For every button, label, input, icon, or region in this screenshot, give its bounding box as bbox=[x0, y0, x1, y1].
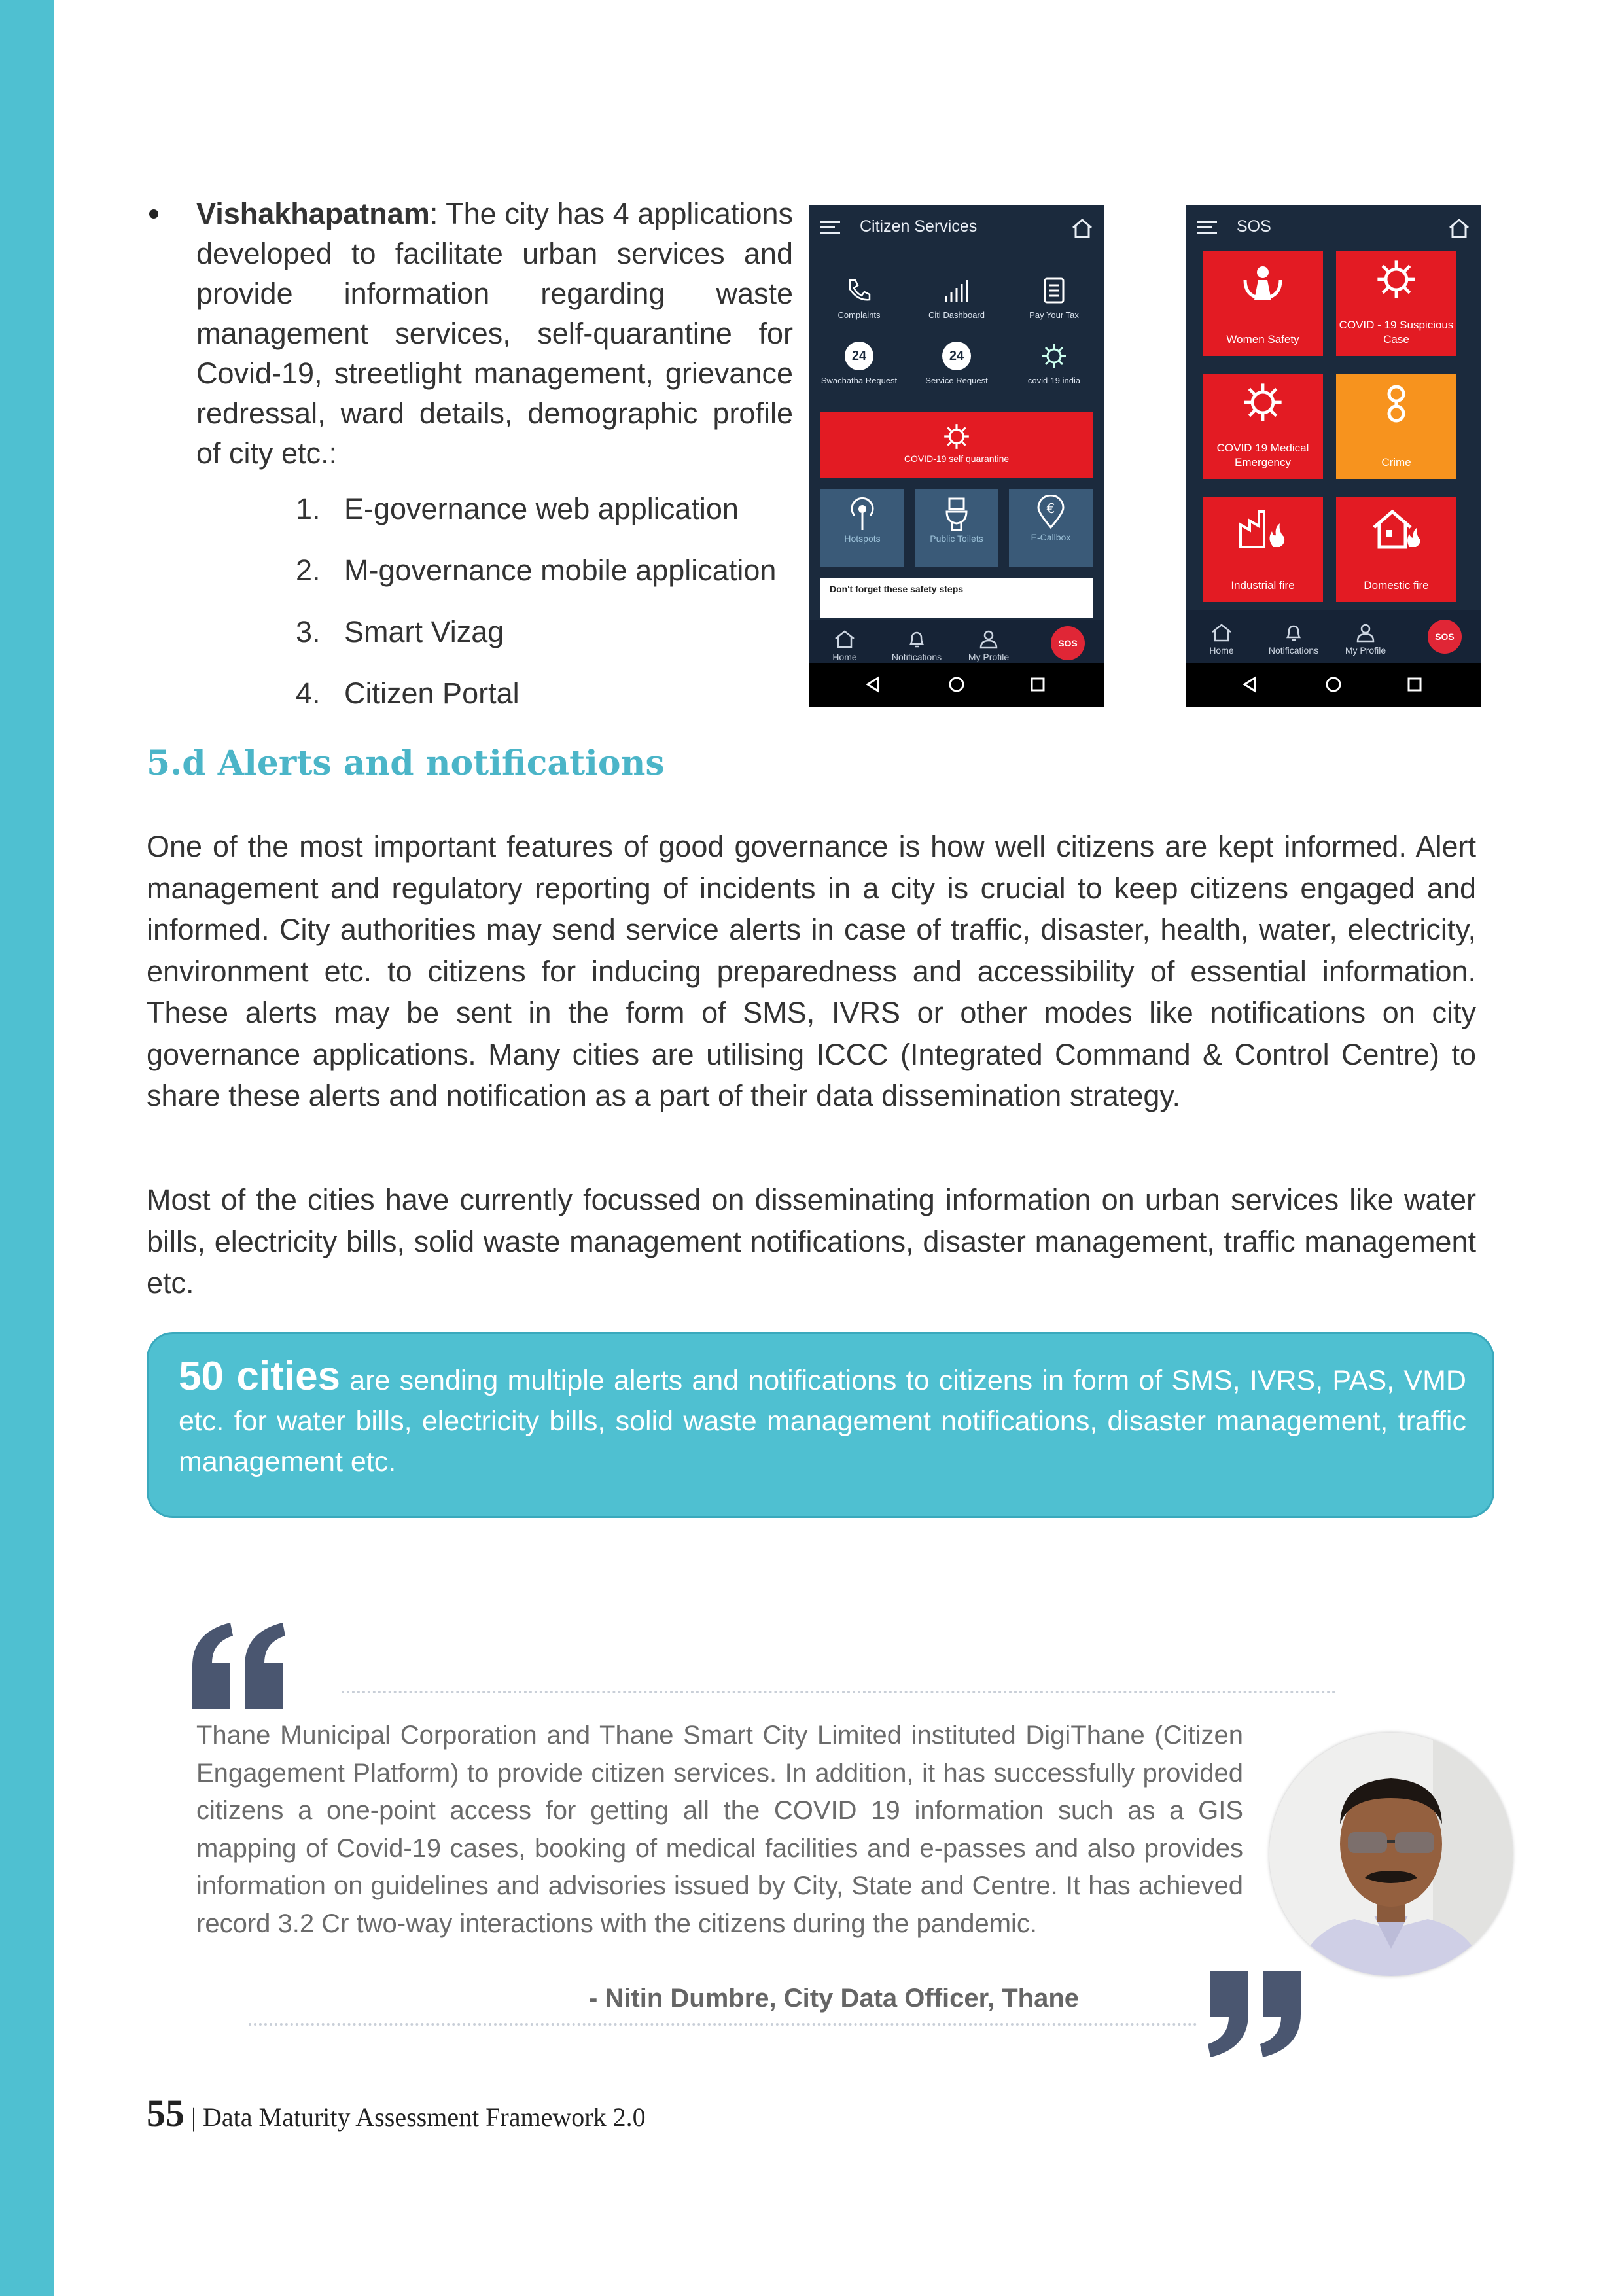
list-item bbox=[296, 615, 806, 677]
nav-profile[interactable] bbox=[1330, 623, 1402, 656]
nav-profile-label: My Profile bbox=[1345, 645, 1386, 656]
hotspot-icon bbox=[846, 496, 879, 531]
nav-home-label: Home bbox=[832, 652, 857, 662]
toilet-icon bbox=[940, 496, 973, 531]
sos-screenshot bbox=[1186, 205, 1481, 707]
nav-notifications-label: Notifications bbox=[891, 652, 942, 662]
home-icon[interactable] bbox=[1447, 217, 1471, 239]
callout-highlight: 50 cities bbox=[179, 1354, 341, 1399]
app-list bbox=[296, 492, 806, 738]
nav-home-label: Home bbox=[1209, 645, 1234, 656]
footer-title: Data Maturity Assessment Framework 2.0 bbox=[203, 2102, 646, 2132]
self-quarantine-button[interactable] bbox=[820, 412, 1093, 478]
nav-profile-label: My Profile bbox=[968, 652, 1010, 662]
industrial-fire-button[interactable] bbox=[1203, 497, 1323, 602]
quote-text: Thane Municipal Corporation and Thane Smart City Limited instituted DigiThane (Citizen Engagement Platform) to provide citizen services. In addition, it has successfully provided citizens a one-point access for getting all the COVID 19 information such as a GIS mapping of Covid-19 cases, booking of medical facilities and e-passes and also provides information on guidelines and advisories issued by City, State and Centre. It has achieved record 3.2 Cr two-way interactions with the citizens during the pandemic. bbox=[196, 1721, 1243, 1938]
virus-icon bbox=[1040, 342, 1068, 370]
crime-button[interactable] bbox=[1336, 374, 1456, 479]
side-accent-bar bbox=[0, 0, 54, 2296]
safety-notice-text: Don't forget these safety steps bbox=[830, 584, 964, 594]
list-label: M-governance mobile application bbox=[344, 554, 777, 587]
covid-suspicious-case-label: COVID - 19 Suspicious Case bbox=[1339, 319, 1454, 345]
handcuffs-icon bbox=[1373, 382, 1419, 428]
recents-icon[interactable] bbox=[1405, 675, 1424, 694]
service-request-button[interactable] bbox=[914, 336, 999, 385]
callout-text bbox=[179, 1356, 1466, 1482]
app-title: Citizen Services bbox=[860, 217, 978, 236]
recents-icon[interactable] bbox=[1029, 675, 1047, 694]
sos-button[interactable]: SOS bbox=[1051, 626, 1085, 660]
virus-icon bbox=[942, 421, 972, 451]
list-number: 1. bbox=[296, 492, 321, 525]
system-nav-bar bbox=[809, 663, 1104, 707]
covid-medical-emergency-button[interactable] bbox=[1203, 374, 1323, 479]
women-safety-label: Women Safety bbox=[1226, 333, 1299, 345]
page-footer bbox=[147, 2091, 646, 2135]
virus-icon bbox=[1240, 380, 1286, 425]
nav-notifications[interactable] bbox=[881, 629, 953, 662]
swachatha-request-button[interactable] bbox=[817, 336, 902, 385]
pay-tax-button[interactable] bbox=[1012, 271, 1097, 320]
industrial-fire-label: Industrial fire bbox=[1231, 579, 1295, 592]
back-icon[interactable] bbox=[1241, 675, 1259, 694]
menu-icon[interactable] bbox=[1197, 220, 1217, 236]
house-fire-icon bbox=[1370, 505, 1422, 551]
nav-home[interactable] bbox=[809, 629, 881, 662]
section-heading: 5.d Alerts and notifications bbox=[147, 743, 665, 783]
safety-notice bbox=[820, 578, 1093, 618]
citi-dashboard-label: Citi Dashboard bbox=[928, 310, 985, 320]
home-icon bbox=[834, 629, 856, 649]
open-quote-icon bbox=[190, 1620, 288, 1712]
divider-dotted-bottom bbox=[249, 2023, 1197, 2026]
citizen-services-screenshot bbox=[809, 205, 1104, 707]
complaints-button[interactable] bbox=[817, 271, 902, 320]
person-photo bbox=[1269, 1733, 1513, 1976]
covid-india-button[interactable] bbox=[1012, 336, 1097, 385]
industrial-fire-icon bbox=[1237, 505, 1289, 551]
bell-icon bbox=[1282, 623, 1305, 643]
footer-separator: | bbox=[185, 2102, 203, 2132]
location-pin-icon bbox=[1034, 495, 1067, 530]
body-paragraph-1: One of the most important features of good governance is how well citizens are kept informed. Alert management and regulatory reporting of incidents in a city is crucial to keep citizens engaged and informed. City authorities may send service alerts in case of traffic, disaster, health, water, electricity, environment etc. to citizens for inducing preparedness and accessibility of essential information. These alerts may be sent in the form of SMS, IVRS or other modes like notifications on city governance applications. Many cities are utilising ICCC (Integrated Command & Control Centre) to share these alerts and notification as a part of their data dissemination strategy. bbox=[147, 830, 1476, 1112]
bottom-nav bbox=[809, 620, 1104, 666]
home-circle-icon[interactable] bbox=[947, 675, 966, 694]
hotspots-button[interactable] bbox=[820, 489, 904, 567]
list-label: Smart Vizag bbox=[344, 615, 504, 648]
citi-dashboard-button[interactable] bbox=[914, 271, 999, 320]
domestic-fire-button[interactable] bbox=[1336, 497, 1456, 602]
public-toilets-label: Public Toilets bbox=[930, 533, 983, 544]
bullet-dot bbox=[149, 209, 158, 219]
service-request-label: Service Request bbox=[925, 376, 988, 385]
women-safety-button[interactable] bbox=[1203, 251, 1323, 356]
svg-text:€: € bbox=[1046, 501, 1055, 516]
crime-label: Crime bbox=[1381, 456, 1411, 468]
system-nav-bar bbox=[1186, 663, 1481, 707]
callout-body: are sending multiple alerts and notifications to citizens in form of SMS, IVRS, PAS, VMD etc. for water bills, electricity bills, solid waste management notifications, disaster management, traffic management etc. bbox=[179, 1365, 1466, 1477]
complaints-label: Complaints bbox=[837, 310, 881, 320]
swachatha-label: Swachatha Request bbox=[820, 376, 898, 385]
stat-callout bbox=[147, 1332, 1494, 1518]
list-number: 2. bbox=[296, 554, 321, 587]
home-icon[interactable] bbox=[1070, 217, 1094, 239]
covid-india-label: covid-19 india bbox=[1027, 376, 1081, 385]
bell-icon bbox=[906, 629, 928, 649]
women-safety-icon bbox=[1240, 260, 1286, 306]
home-circle-icon[interactable] bbox=[1324, 675, 1343, 694]
receipt-icon bbox=[1040, 276, 1068, 305]
list-item bbox=[296, 677, 806, 738]
e-callbox-button[interactable] bbox=[1009, 489, 1093, 567]
page-number: 55 bbox=[147, 2092, 185, 2134]
covid-medical-emergency-label: COVID 19 Medical Emergency bbox=[1216, 442, 1309, 468]
phone-icon bbox=[845, 276, 873, 305]
list-label: E-governance web application bbox=[344, 492, 739, 525]
e-callbox-label: E-Callbox bbox=[1031, 532, 1071, 542]
app-header bbox=[1186, 205, 1481, 250]
bar-chart-icon bbox=[942, 276, 971, 305]
menu-icon[interactable] bbox=[820, 220, 840, 236]
nav-home[interactable] bbox=[1186, 623, 1258, 656]
user-icon bbox=[978, 629, 1000, 649]
list-number: 3. bbox=[296, 615, 321, 648]
virus-icon bbox=[1373, 256, 1419, 302]
body-paragraph-2: Most of the cities have currently focussed on disseminating information on urban services like water bills, electricity bills, solid waste management notifications, disaster management, traffic management etc. bbox=[147, 1183, 1476, 1299]
hotspots-label: Hotspots bbox=[844, 533, 881, 544]
app-header bbox=[809, 205, 1104, 250]
bullet-body: : The city has 4 applications developed to facilitate urban services and provide information regarding waste management services, self-quarantine for Covid-19, streetlight management, grievance redressal, ward details, demographic profile of city etc.: bbox=[196, 197, 793, 470]
domestic-fire-label: Domestic fire bbox=[1364, 579, 1429, 592]
home-icon bbox=[1210, 623, 1233, 643]
bullet-lead: Vishakhapatnam bbox=[196, 197, 430, 230]
24-hour-icon: 24 bbox=[845, 342, 873, 370]
bullet-item bbox=[196, 194, 793, 473]
list-label: Citizen Portal bbox=[344, 677, 520, 710]
sos-button[interactable]: SOS bbox=[1428, 620, 1462, 654]
quote-author: - Nitin Dumbre, City Data Officer, Thane bbox=[589, 1984, 1080, 2013]
nav-notifications[interactable] bbox=[1258, 623, 1330, 656]
list-number: 4. bbox=[296, 677, 321, 710]
divider-dotted-top bbox=[342, 1691, 1336, 1693]
back-icon[interactable] bbox=[864, 675, 882, 694]
covid-suspicious-case-button[interactable] bbox=[1336, 251, 1456, 356]
nav-notifications-label: Notifications bbox=[1268, 645, 1319, 656]
user-icon bbox=[1354, 623, 1377, 643]
bottom-nav bbox=[1186, 610, 1481, 663]
list-item bbox=[296, 492, 806, 554]
public-toilets-button[interactable] bbox=[915, 489, 998, 567]
avatar bbox=[1269, 1733, 1513, 1976]
app-title: SOS bbox=[1237, 217, 1271, 236]
pay-tax-label: Pay Your Tax bbox=[1029, 310, 1079, 320]
nav-profile[interactable] bbox=[953, 629, 1025, 662]
self-quarantine-label: COVID-19 self quarantine bbox=[904, 453, 1010, 464]
24-hour-icon: 24 bbox=[942, 342, 971, 370]
bullet-paragraph bbox=[196, 194, 793, 473]
list-item bbox=[296, 554, 806, 615]
close-quote-icon bbox=[1205, 1968, 1303, 2060]
